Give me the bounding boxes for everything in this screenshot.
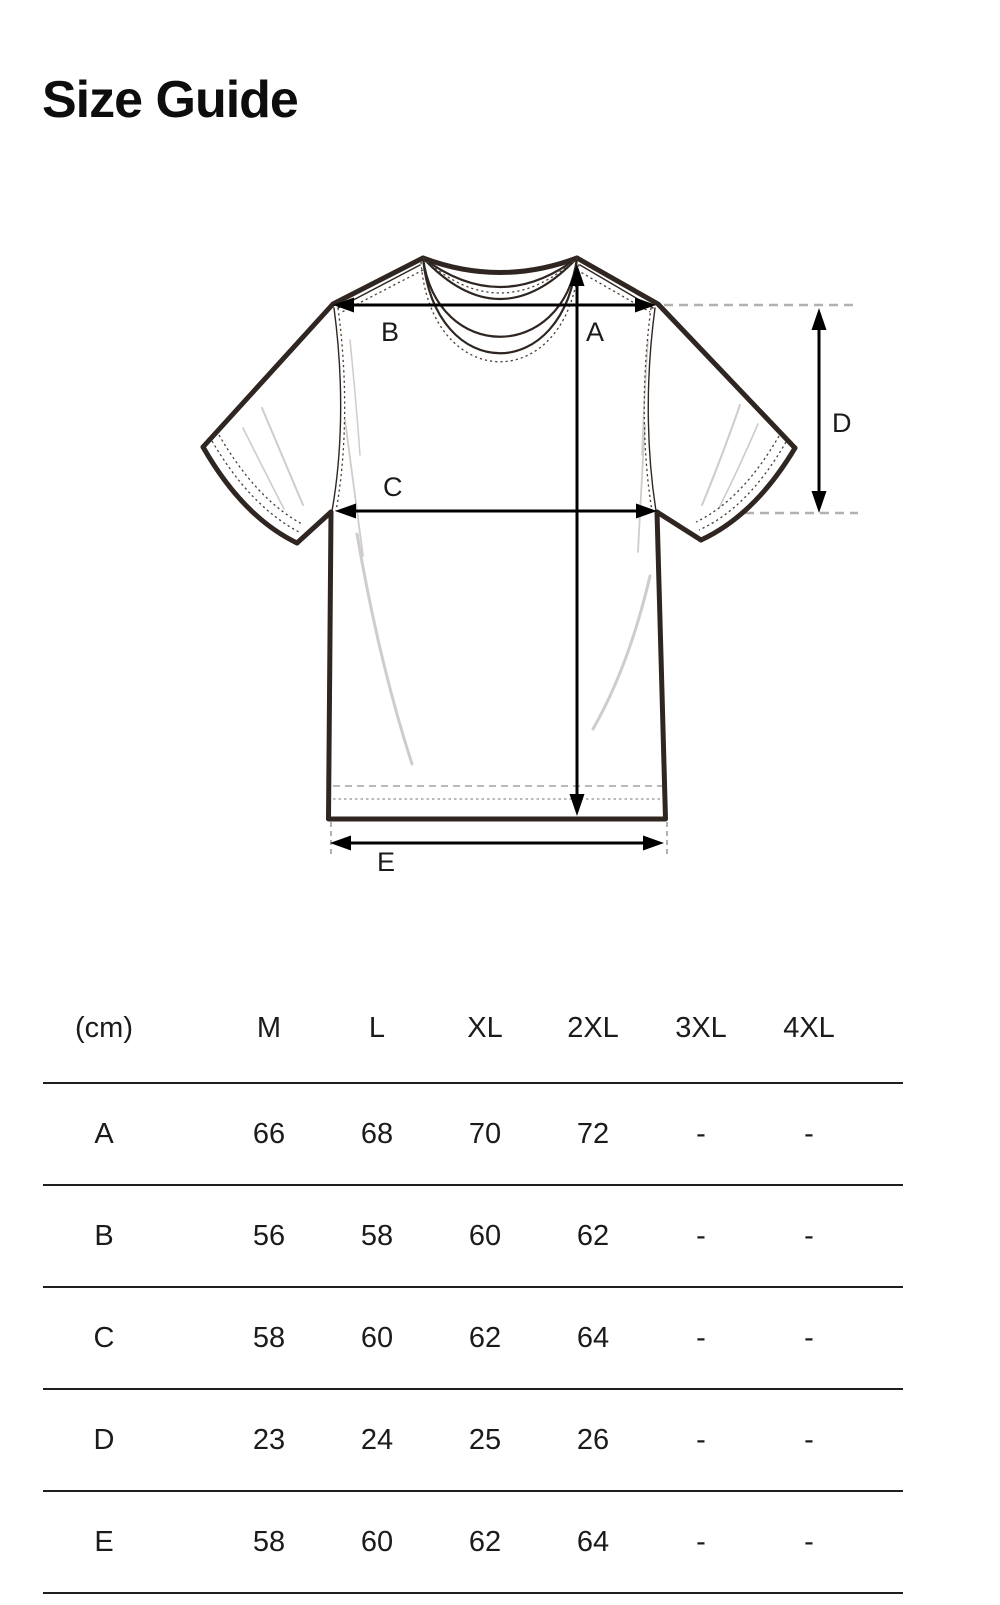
label-c: C <box>383 472 403 502</box>
value-cell: 60 <box>468 1219 502 1252</box>
table-row-a <box>43 1082 903 1184</box>
unit-header: (cm) <box>75 1012 133 1044</box>
value-cell: 58 <box>252 1321 286 1354</box>
guide-lines <box>331 305 858 858</box>
value-cell: - <box>696 1117 706 1150</box>
page-title: Size Guide <box>42 71 298 129</box>
col-header-2xl: 2XL <box>567 1012 619 1044</box>
label-e: E <box>377 847 396 877</box>
value-cell: - <box>804 1423 814 1456</box>
back-neck-seam <box>423 258 577 273</box>
table-row-c <box>43 1286 903 1388</box>
row-label: B <box>94 1219 114 1252</box>
label-a: A <box>586 317 605 347</box>
size-table <box>43 975 903 1594</box>
row-label: D <box>93 1423 115 1456</box>
measurement-arrows <box>330 264 827 851</box>
left-armhole-seam <box>332 308 341 511</box>
fold-shading <box>243 340 758 764</box>
value-cell: 64 <box>576 1525 610 1558</box>
value-cell: - <box>804 1219 814 1252</box>
value-cell: - <box>696 1321 706 1354</box>
col-header-xl: XL <box>467 1012 503 1044</box>
value-cell: 25 <box>468 1423 502 1456</box>
value-cell: 60 <box>360 1321 394 1354</box>
col-header-3xl: 3XL <box>675 1012 727 1044</box>
col-header-l: L <box>368 1012 386 1044</box>
measurement-arrow-a <box>570 264 585 816</box>
table-row-b <box>43 1184 903 1286</box>
size-table-header-row <box>43 975 903 1082</box>
bottom-hem-stitching <box>333 786 662 799</box>
value-cell: 62 <box>468 1525 502 1558</box>
value-cell: 23 <box>252 1423 286 1456</box>
value-cell: 24 <box>360 1423 394 1456</box>
value-cell: 68 <box>360 1117 394 1150</box>
value-cell: 58 <box>360 1219 394 1252</box>
value-cell: - <box>696 1423 706 1456</box>
row-label: A <box>94 1117 114 1150</box>
value-cell: - <box>804 1117 814 1150</box>
tshirt-outline <box>203 258 795 819</box>
value-cell: 58 <box>252 1525 286 1558</box>
measurement-arrow-c <box>335 504 657 519</box>
value-cell: 70 <box>468 1117 502 1150</box>
measurement-arrow-d <box>812 308 827 513</box>
value-cell: 72 <box>576 1117 610 1150</box>
value-cell: - <box>804 1321 814 1354</box>
col-header-4xl: 4XL <box>783 1012 835 1044</box>
label-d: D <box>832 408 852 438</box>
table-row-e <box>43 1490 903 1594</box>
row-label: E <box>94 1525 114 1558</box>
right-armhole-seam <box>648 308 656 511</box>
row-label: C <box>93 1321 115 1354</box>
value-cell: 26 <box>576 1423 610 1456</box>
value-cell: 62 <box>576 1219 610 1252</box>
value-cell: 64 <box>576 1321 610 1354</box>
value-cell: - <box>696 1525 706 1558</box>
col-header-m: M <box>256 1012 282 1044</box>
value-cell: 66 <box>252 1117 286 1150</box>
value-cell: 62 <box>468 1321 502 1354</box>
value-cell: 60 <box>360 1525 394 1558</box>
value-cell: - <box>804 1525 814 1558</box>
table-row-d <box>43 1388 903 1490</box>
value-cell: 56 <box>252 1219 286 1252</box>
label-b: B <box>381 317 400 347</box>
value-cell: - <box>696 1219 706 1252</box>
